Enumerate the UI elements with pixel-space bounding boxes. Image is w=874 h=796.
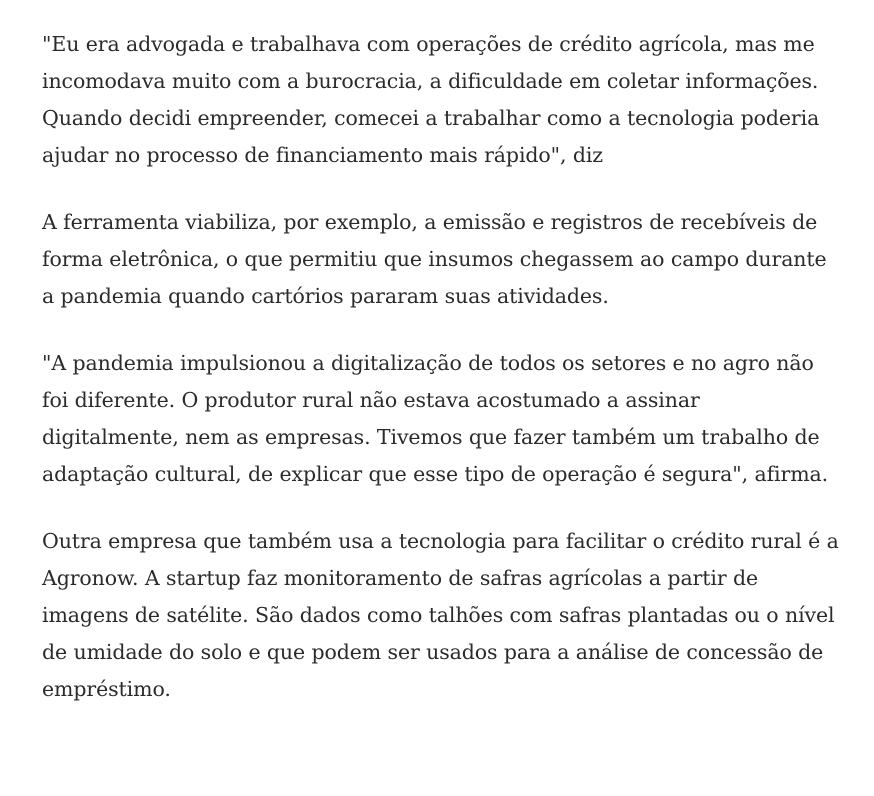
article-paragraph-1: "Eu era advogada e trabalhava com operações de crédito agrícola, mas me incomodava muito com a burocracia, a dificuldade em coletar informações. Quando decidi empreender, comecei a trabalhar como a tecnologia poderia ajudar no processo de financiamento mais rápido", diz <box>42 32 820 167</box>
article-body <box>42 26 842 738</box>
article-paragraph-4: Outra empresa que também usa a tecnologia para facilitar o crédito rural é a Agronow. A startup faz monitoramento de safras agrícolas a partir de imagens de satélite. São dados como talhões com safras plantadas ou o nível de umidade do solo e que podem ser usados para a análise de concessão de empréstimo. <box>42 529 839 701</box>
article-paragraph-3: "A pandemia impulsionou a digitalização de todos os setores e no agro não foi diferente. O produtor rural não estava acostumado a assinar digitalmente, nem as empresas. Tivemos que fazer também um trabalho de adaptação cultural, de explicar que esse tipo de operação é segura", afirma. <box>42 351 829 486</box>
article-paragraph-2: A ferramenta viabiliza, por exemplo, a emissão e registros de recebíveis de forma eletrônica, o que permitiu que insumos chegassem ao campo durante a pandemia quando cartórios pararam suas atividades. <box>42 210 827 308</box>
